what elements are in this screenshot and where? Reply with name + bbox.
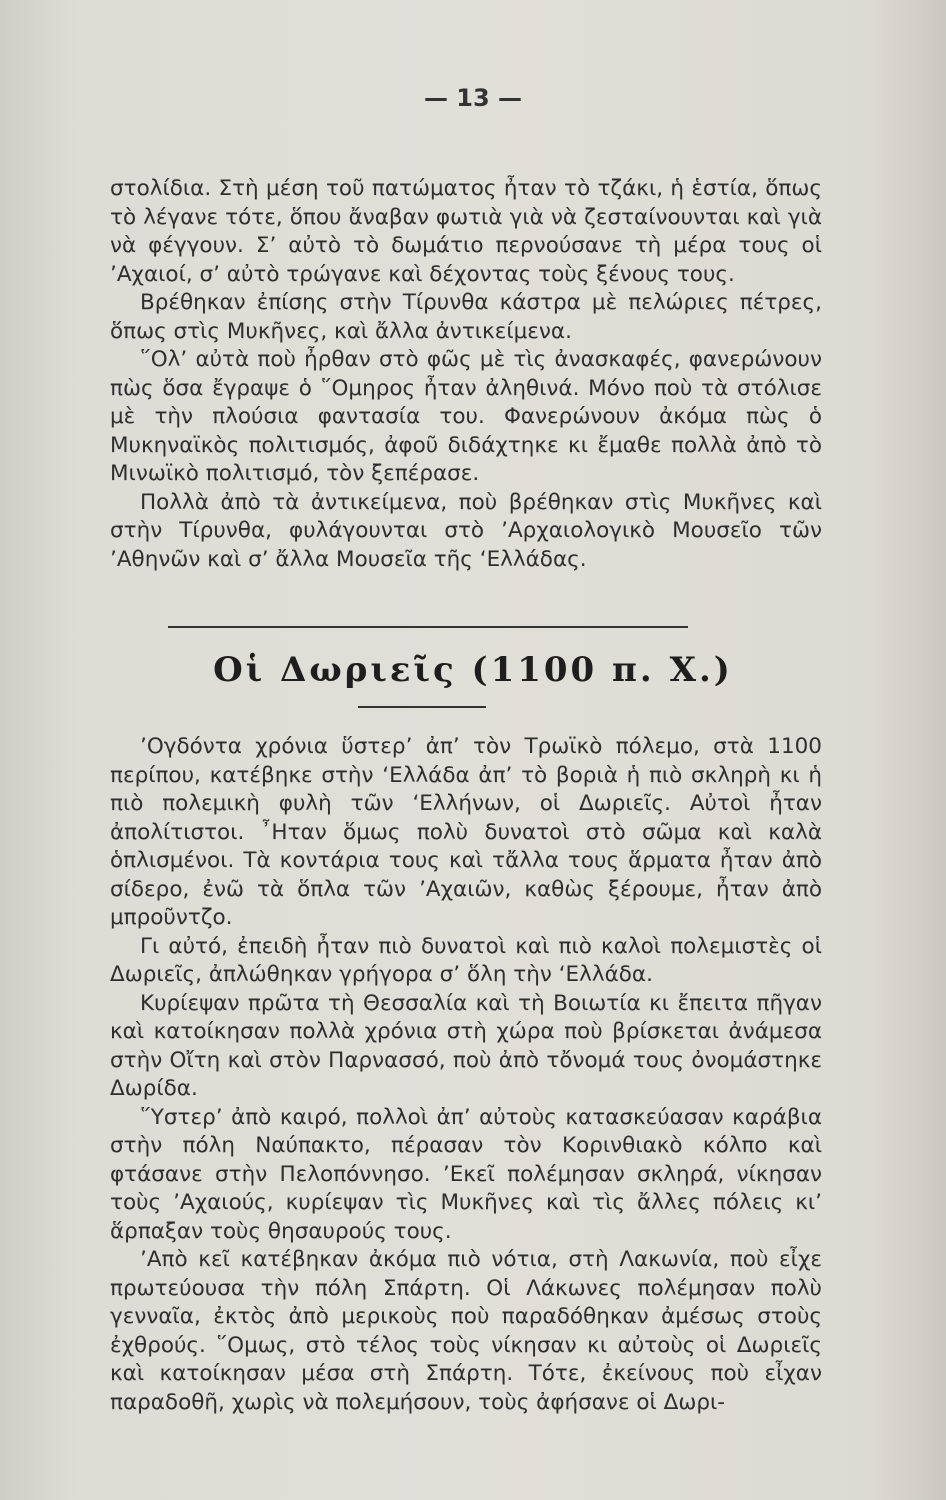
paragraph: Κυρίεψαν πρῶτα τὴ Θεσσαλία καὶ τὴ Βοιωτία κι ἔπειτα πῆγαν καὶ κατοίκησαν πολλὰ χρόνια στὴ χώρα ποὺ βρίσκεται ἀνάμεσα στὴν Οἴτη καὶ στὸν Παρνασσό, ποὺ ἀπὸ τὄνομά τους ὀνομάστηκε Δωρίδα. [110,990,822,1101]
paragraph: ῞Ολ’ αὐτὰ ποὺ ἦρθαν στὸ φῶς μὲ τὶς ἀνασκαφές, φανερώνουν πὼς ὅσα ἔγραψε ὁ ῞Ομηρος ἦταν ἀληθινά. Μόνο ποὺ τὰ στόλισε μὲ τὴν πλούσια φαντασία του. Φανερώνουν ἀκόμα πὼς ὁ Μυκηναϊκὸς πολιτισμός, ἀφοῦ διδάχτηκε κι ἔμαθε πολλὰ ἀπὸ τὸ Μινωϊκὸ πολιτισμό, τὸν ξεπέρασε. [110,347,822,486]
paragraph: ῞Υστερ’ ἀπὸ καιρό, πολλοὶ ἀπ’ αὐτοὺς κατασκεύασαν καράβια στὴν πόλη Ναύπακτο, πέρασαν τὸν Κορινθιακὸ κόλπο καὶ φτάσανε στὴν Πελοπόννησο. ’Εκεῖ πολέμησαν σκληρά, νίκησαν τοὺς ’Αχαιούς, κυρίεψαν τὶς Μυκῆνες καὶ τὶς ἄλλες πόλεις κι’ ἅρπαξαν τοὺς θησαυρούς τους. [110,1104,822,1244]
section-divider [168,626,688,628]
paragraph: στολίδια. Στὴ μέση τοῦ πατώματος ἦταν τὸ τζάκι, ἡ ἑστία, ὅπως τὸ λέγανε τότε, ὅπου ἄναβαν φωτιὰ γιὰ νὰ ζεσταίνουνται καὶ γιὰ νὰ φέγγουν. Σ’ αὐτὸ τὸ δωμάτιο περνούσανε τὴ μέρα τους οἱ ’Αχαιοί, σ’ αὐτὸ τρώγανε καὶ δέχοντας τοὺς ξένους τους. [110,176,822,287]
paragraph: Βρέθηκαν ἐπίσης στὴν Τίρυνθα κάστρα μὲ πελώριες πέτρες, ὅπως στὶς Μυκῆνες, καὶ ἄλλα ἀντικείμενα. [110,290,822,344]
paragraph: Γι αὐτό, ἐπειδὴ ἦταν πιὸ δυνατοὶ καὶ πιὸ καλοὶ πολεμιστὲς οἱ Δωριεῖς, ἀπλώθηκαν γρήγορα σ’ ὅλη τὴν ‘Ελλάδα. [110,933,822,987]
section-heading: Οἱ Δωριεῖς (1100 π. Χ.) [213,650,733,690]
paragraph: ’Απὸ κεῖ κατέβηκαν ἀκόμα πιὸ νότια, στὴ Λακωνία, ποὺ εἶχε πρωτεύουσα τὴν πόλη Σπάρτη. Οἱ Λάκωνες πολέμησαν πολὺ γενναῖα, ἐκτὸς ἀπὸ μερικοὺς ποὺ παραδόθηκαν ἀμέσως στοὺς ἐχθρούς. ῞Ομως, στὸ τέλος τοὺς νίκησαν κι αὐτοὺς οἱ Δωριεῖς καὶ κατοίκησαν μέσα στὴ Σπάρτη. Τότε, ἐκείνους ποὺ εἶχαν παραδοθῆ, χωρὶς νὰ πολεμήσουν, τοὺς ἀφήσανε οἱ Δωρι- [110,1247,822,1415]
paragraph: ’Ογδόντα χρόνια ὕστερ’ ἀπ’ τὸν Τρωϊκὸ πόλεμο, στὰ 1100 περίπου, κατέβηκε στὴν ‘Ελλάδα ἀπ’ τὸ βοριὰ ἡ πιὸ σκληρὴ κι ἡ πιὸ πολεμικὴ φυλὴ τῶν ‘Ελλήνων, οἱ Δωριεῖς. Αὐτοὶ ἦταν ἀπολίτιστοι. ῏Ηταν ὅμως πολὺ δυνατοὶ στὸ σῶμα καὶ καλὰ ὁπλισμένοι. Τὰ κοντάρια τους καὶ τἄλλα τους ἅρματα ἦταν ἀπὸ σίδερο, ἐνῶ τὰ ὅπλα τῶν ’Αχαιῶν, καθὼς ξέρουμε, ἦταν ἀπὸ μπροῦντζο. [110,734,822,930]
page-number: — 13 — [423,84,523,112]
heading-underline [358,706,486,708]
section-text-dorians [110,733,822,1417]
section-text-mycenaean [110,175,822,574]
paragraph: Πολλὰ ἀπὸ τὰ ἀντικείμενα, ποὺ βρέθηκαν στὶς Μυκῆνες καὶ στὴν Τίρυνθα, φυλάγουνται στὸ ’Αρχαιολογικὸ Μουσεῖο τῶν ’Αθηνῶν καὶ σ’ ἄλλα Μουσεῖα τῆς ‘Ελλάδας. [110,489,822,572]
